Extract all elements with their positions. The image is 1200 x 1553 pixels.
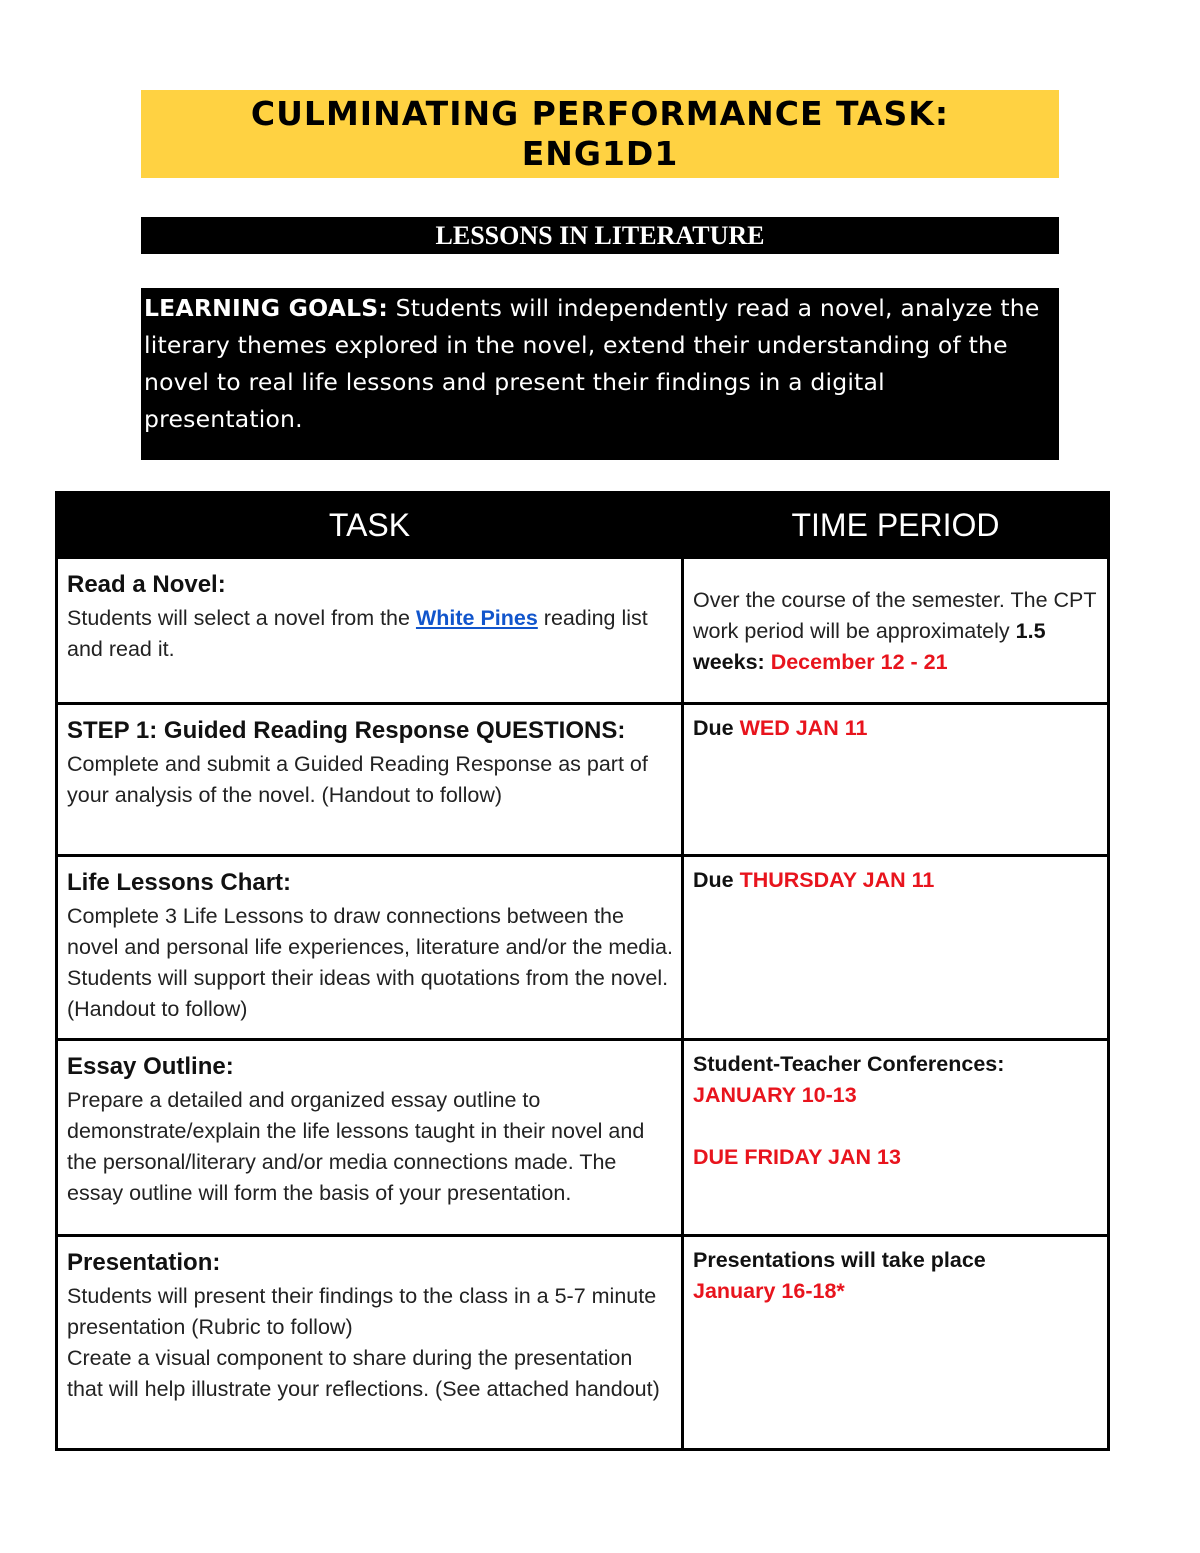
column-header-task: TASK <box>57 493 683 558</box>
learning-goals-paragraph <box>144 290 1045 438</box>
task-description: Complete 3 Life Lessons to draw connections between the novel and personal life experiences, literature and/or the media. Students will support their ideas with quotations from the novel. (Handout to follow) <box>67 904 673 1021</box>
task-description: Prepare a detailed and organized essay outline to demonstrate/explain the life lessons taught in their novel and the personal/literary and/or media connections made. The essay outline will form the basis of your presentation. <box>67 1088 645 1205</box>
time-cell <box>683 704 1109 856</box>
task-text: reading list and read it. <box>67 606 648 661</box>
time-deadline-due: DUE FRIDAY JAN 13 <box>693 1145 901 1169</box>
time-bold: Due <box>693 716 740 740</box>
subtitle-banner <box>141 217 1059 254</box>
learning-goals-text: Students will independently read a novel, analyze the literary themes explored in the novel, extend their understanding of the novel to real life lessons and present their findings in a digital presentation. <box>144 294 1040 433</box>
table-header-row <box>57 493 1109 558</box>
task-description <box>67 603 673 665</box>
table-row <box>57 856 1109 1040</box>
time-cell <box>683 558 1109 704</box>
white-pines-link[interactable]: White Pines <box>415 606 538 630</box>
task-description: Students will present their findings to the class in a 5-7 minute presentation (Rubric to follow) <box>67 1284 657 1339</box>
time-deadline: THURSDAY JAN 11 <box>739 868 935 892</box>
time-cell <box>683 1040 1109 1236</box>
task-text: Students will select a novel from the <box>67 606 416 630</box>
task-title: STEP 1: Guided Reading Response QUESTIONS: <box>67 717 626 744</box>
time-deadline: JANUARY 10-13 <box>693 1083 857 1107</box>
task-cell <box>57 1236 683 1450</box>
title-banner <box>141 90 1059 178</box>
table-row <box>57 558 1109 704</box>
learning-goals-box <box>141 288 1059 460</box>
table-row <box>57 1236 1109 1450</box>
task-cell <box>57 704 683 856</box>
learning-goals-label: LEARNING GOALS: <box>144 294 388 322</box>
time-bold: Student-Teacher Conferences: <box>693 1052 1005 1076</box>
task-cell <box>57 558 683 704</box>
time-cell <box>683 1236 1109 1450</box>
time-bold: Presentations will take place <box>693 1248 986 1272</box>
page-subtitle: LESSONS IN LITERATURE <box>435 221 765 250</box>
task-description: Complete and submit a Guided Reading Response as part of your analysis of the novel. (Handout to follow) <box>67 752 648 807</box>
task-cell <box>57 856 683 1040</box>
time-bold: 1.5 weeks: <box>693 619 1046 674</box>
task-title: Read a Novel: <box>67 571 226 598</box>
time-deadline: December 12 - 21 <box>770 650 948 674</box>
time-deadline: WED JAN 11 <box>739 716 868 740</box>
task-table <box>55 491 1110 1451</box>
time-cell <box>683 856 1109 1040</box>
task-title: Life Lessons Chart: <box>67 869 292 896</box>
table-row <box>57 704 1109 856</box>
time-text: Over the course of the semester. The CPT work period will be approximately <box>693 588 1097 643</box>
table-row <box>57 1040 1109 1236</box>
task-title: Presentation: <box>67 1249 221 1276</box>
task-cell <box>57 1040 683 1236</box>
task-description-2: Create a visual component to share during the presentation that will help illustrate your reflections. (See attached handout) <box>67 1346 660 1401</box>
column-header-time-period: TIME PERIOD <box>683 493 1109 558</box>
page-title-line-1: CULMINATING PERFORMANCE TASK: <box>250 94 950 133</box>
page-title-line-2: ENG1D1 <box>521 134 679 173</box>
time-deadline: January 16-18* <box>693 1279 845 1303</box>
task-title: Essay Outline: <box>67 1053 234 1080</box>
time-bold: Due <box>693 868 740 892</box>
